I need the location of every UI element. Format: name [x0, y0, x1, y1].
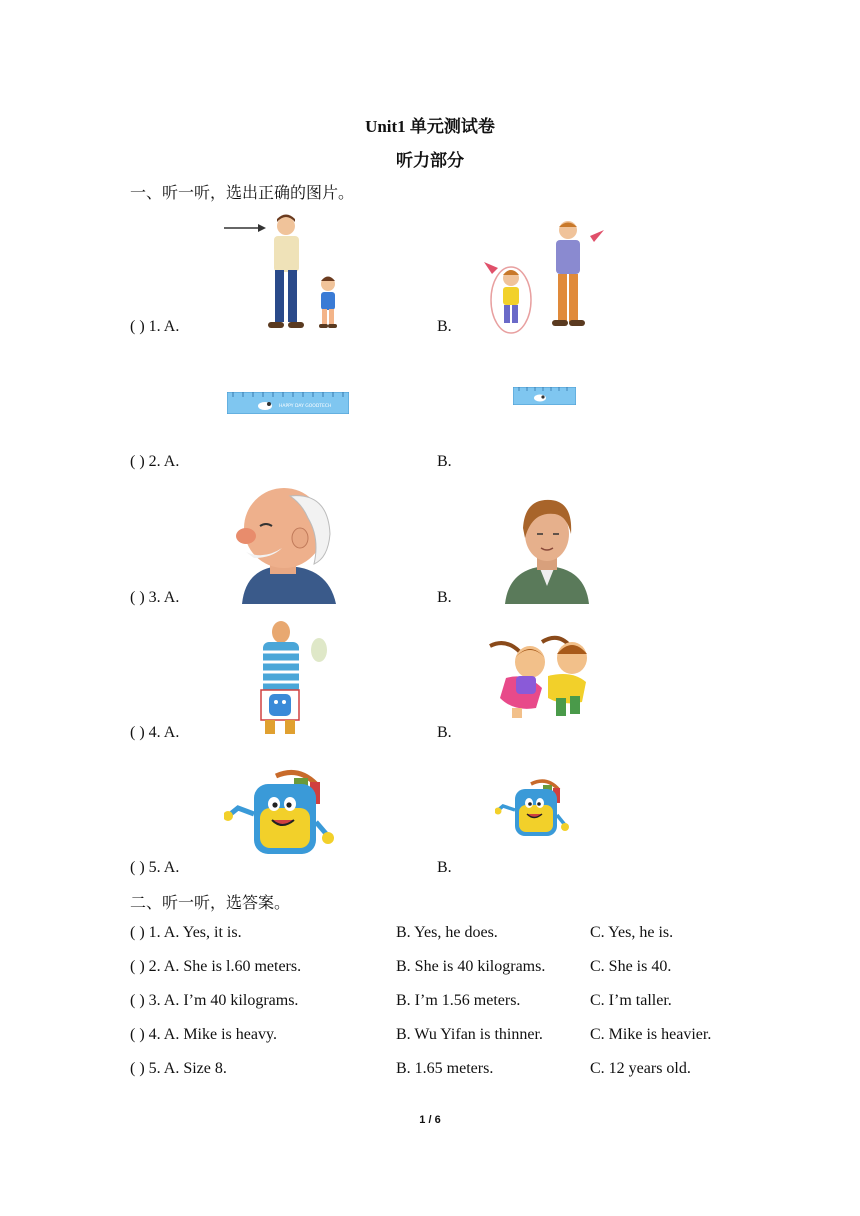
s2-q5-c: C. 12 years old.: [590, 1060, 691, 1077]
big-schoolbag-image: [224, 764, 336, 858]
q2-b-label: B.: [437, 453, 452, 470]
s2-q4-b: B. Wu Yifan is thinner.: [396, 1026, 543, 1043]
s2-q3-b: B. I’m 1.56 meters.: [396, 992, 521, 1009]
q4-label: ( ) 4. A.: [130, 724, 180, 741]
q2-label: ( ) 2. A.: [130, 453, 180, 470]
young-man-image: [505, 494, 589, 604]
tall-man-short-boy-image: [222, 210, 347, 335]
boy-holding-schoolbag-image: [243, 620, 327, 736]
s2-q2-a: ( ) 2. A. She is l.60 meters.: [130, 958, 302, 975]
q3-label: ( ) 3. A.: [130, 589, 180, 606]
old-man-image: [232, 482, 336, 604]
long-ruler-text: HAPPY DAY GOODTECH: [279, 404, 332, 409]
page-title: Unit1 单元测试卷: [365, 117, 495, 136]
section2-heading: 二、听一听，选答案。: [130, 895, 291, 912]
s2-q3-c: C. I’m taller.: [590, 992, 672, 1009]
two-children-image: [486, 632, 604, 722]
s2-q4-a: ( ) 4. A. Mike is heavy.: [130, 1026, 277, 1043]
boy-and-man-arrows-image: [480, 218, 608, 336]
q3-b-label: B.: [437, 589, 452, 606]
short-ruler-image: [513, 387, 576, 405]
page-number: 1 / 6: [419, 1114, 441, 1126]
s2-q1-b: B. Yes, he does.: [396, 924, 498, 941]
s2-q3-a: ( ) 3. A. I’m 40 kilograms.: [130, 992, 299, 1009]
s2-q2-c: C. She is 40.: [590, 958, 672, 975]
s2-q1-c: C. Yes, he is.: [590, 924, 674, 941]
small-schoolbag-image: [495, 776, 571, 838]
q4-b-label: B.: [437, 724, 452, 741]
section1-heading: 一、听一听，选出正确的图片。: [130, 185, 355, 202]
q5-b-label: B.: [437, 859, 452, 876]
q1-b-label: B.: [437, 318, 452, 335]
page-subtitle: 听力部分: [396, 151, 464, 170]
s2-q1-a: ( ) 1. A. Yes, it is.: [130, 924, 242, 941]
s2-q2-b: B. She is 40 kilograms.: [396, 958, 546, 975]
s2-q5-a: ( ) 5. A. Size 8.: [130, 1060, 227, 1077]
q5-label: ( ) 5. A.: [130, 859, 180, 876]
long-ruler-image: [227, 392, 349, 414]
s2-q5-b: B. 1.65 meters.: [396, 1060, 494, 1077]
s2-q4-c: C. Mike is heavier.: [590, 1026, 712, 1043]
q1-label: ( ) 1. A.: [130, 318, 180, 335]
